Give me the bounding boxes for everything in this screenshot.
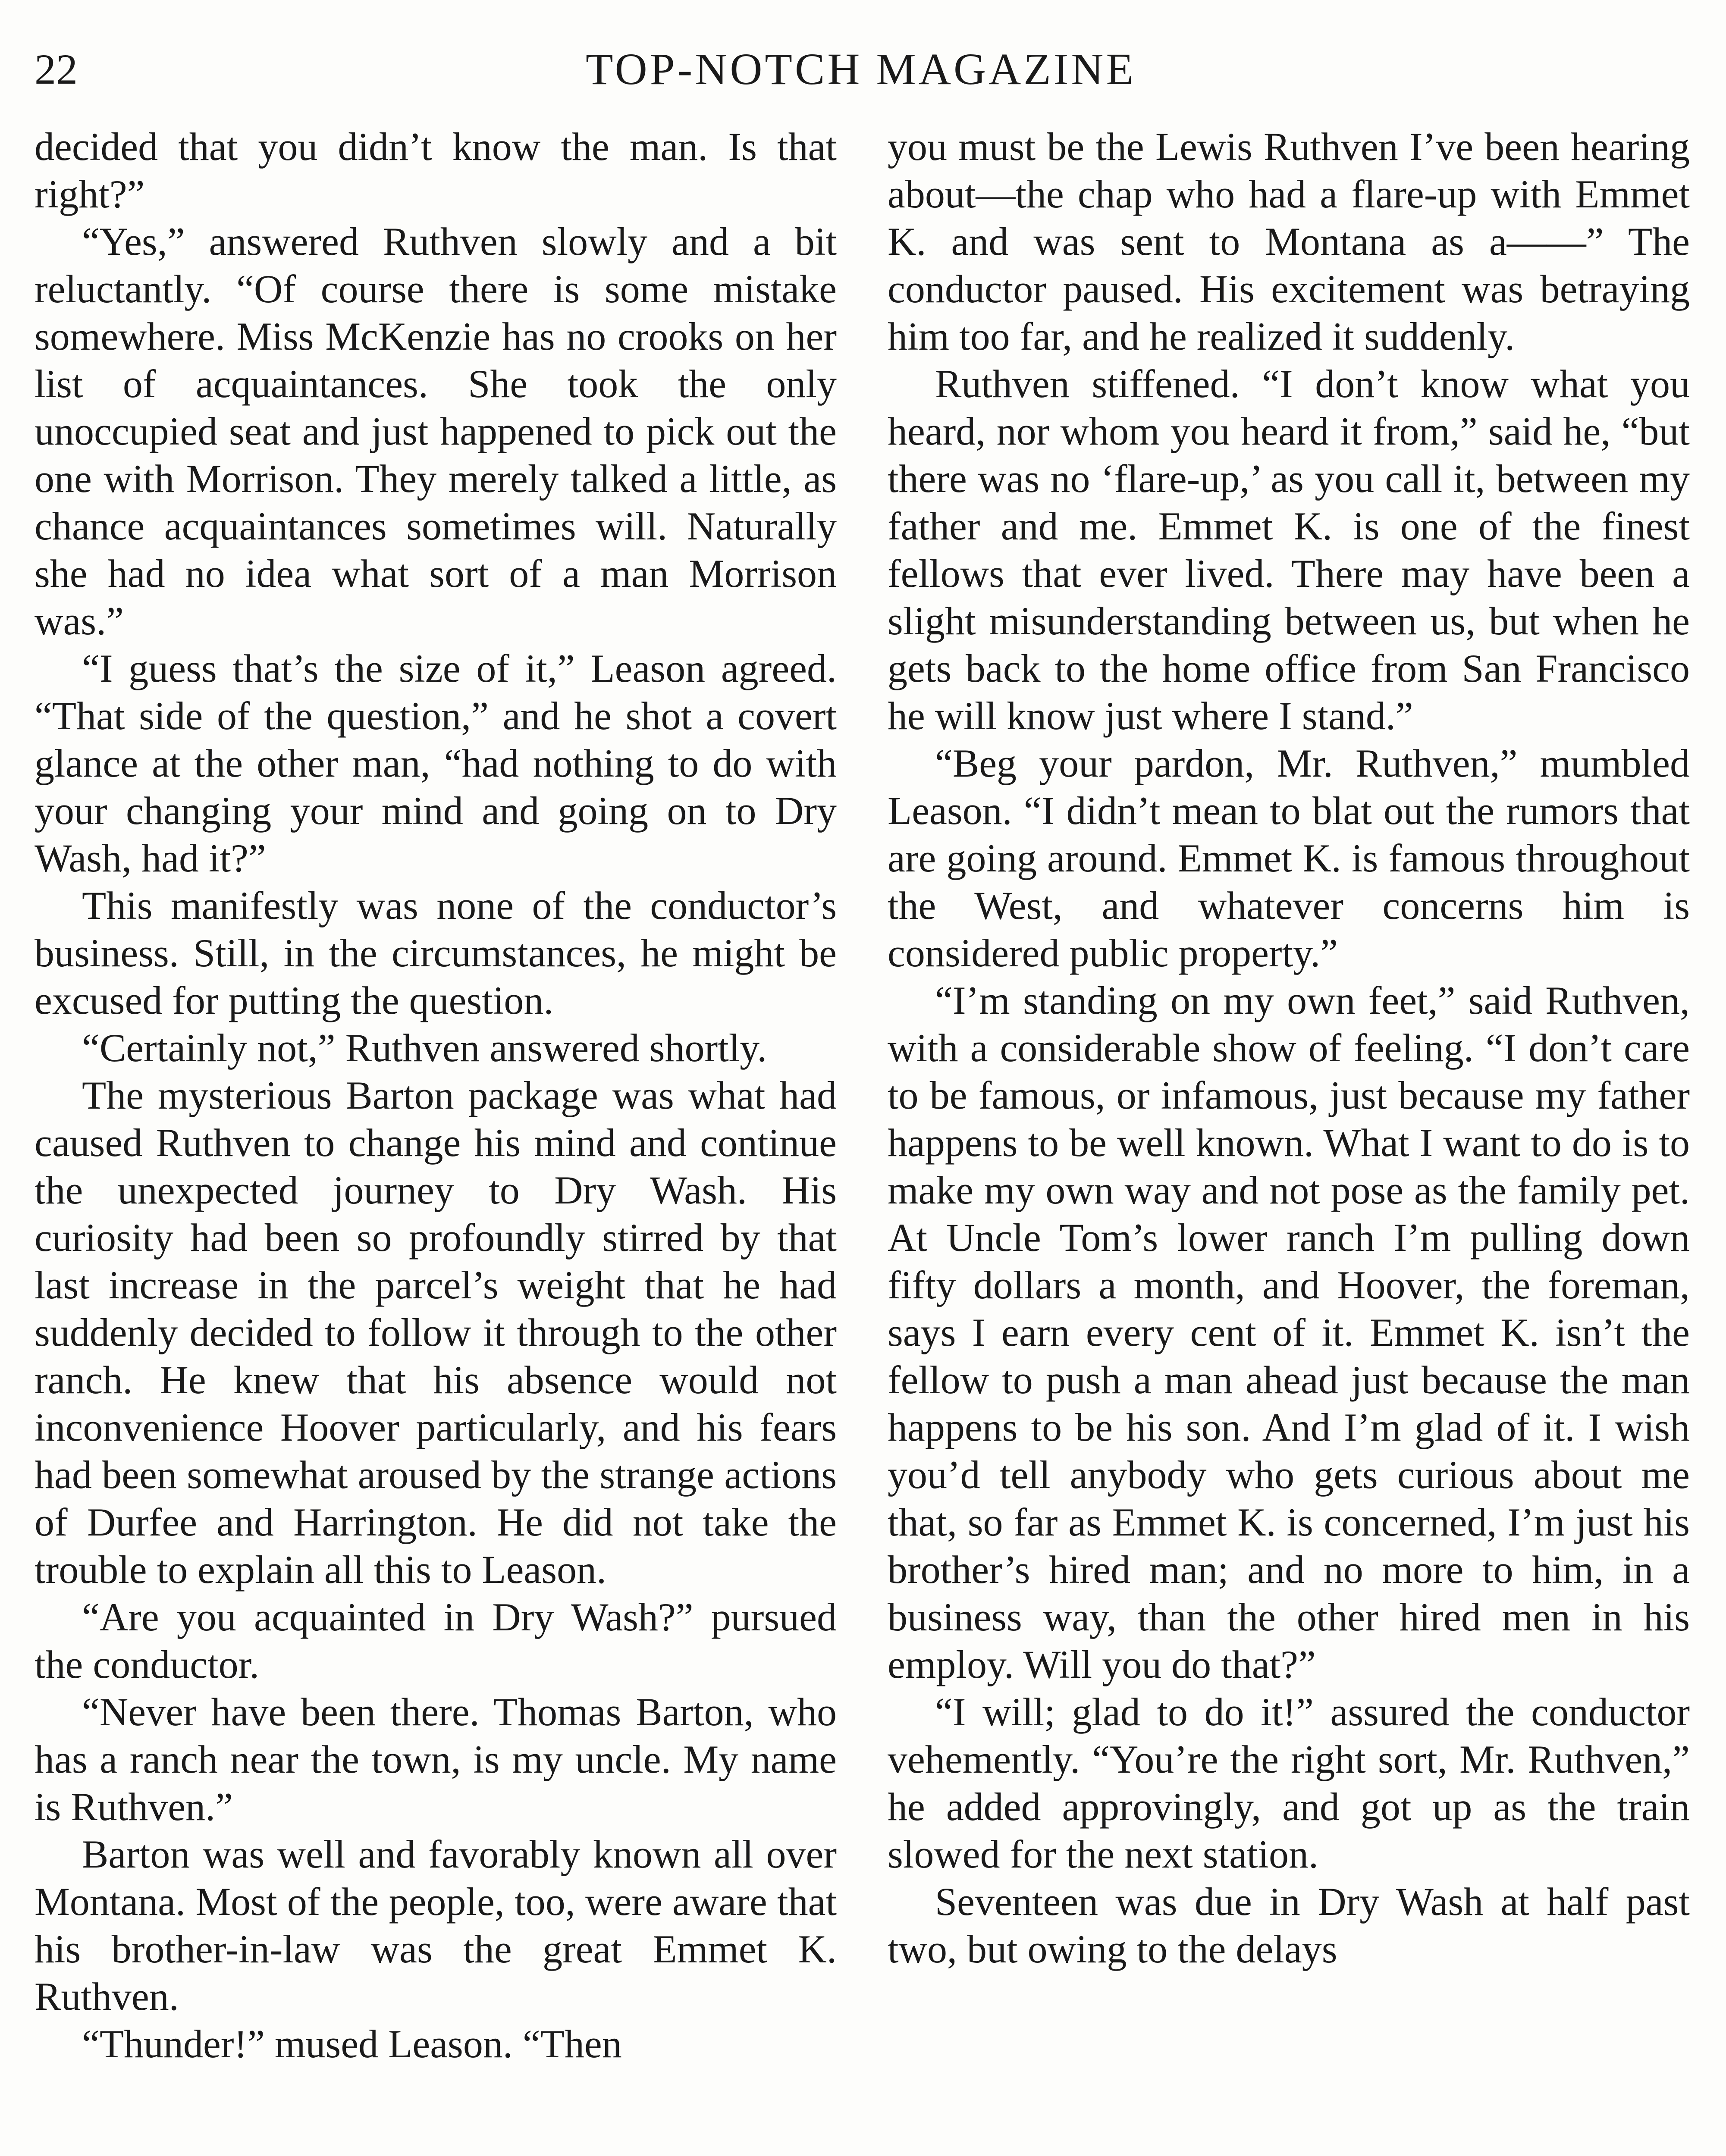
paragraph: you must be the Lewis Ruthven I’ve been hearing about—the chap who had a flare-up with Emmet K. and was sent to Montana as a——” The conductor paused. His excitement was betraying him too far, and he realized it suddenly. [888, 125, 1690, 358]
paragraph: “Never have been there. Thomas Barton, who has a ranch near the town, is my uncle. My name is Ruthven.” [35, 1690, 837, 1829]
paragraph: This manifestly was none of the conductor’s business. Still, in the circumstances, he might be excused for putting the question. [35, 884, 837, 1022]
paragraph: The mysterious Barton package was what had caused Ruthven to change his mind and continue the unexpected journey to Dry Wash. His curiosity had been so profoundly stirred by that last increase in the parcel’s weight that he had suddenly decided to follow it through to the other ranch. He knew that his absence would not inconvenience Hoover particularly, and his fears had been somewhat aroused by the strange actions of Durfee and Harrington. He did not take the trouble to explain all this to Leason. [35, 1073, 837, 1592]
paragraph: decided that you didn’t know the man. Is that right?” [35, 125, 837, 216]
paragraph: “I will; glad to do it!” assured the conductor vehemently. “You’re the right sort, Mr. Ruthven,” he added approvingly, and got up as the train slowed for the next station. [888, 1690, 1690, 1876]
paragraph: “I’m standing on my own feet,” said Ruthven, with a considerable show of feeling. “I don’t care to be famous, or infamous, just because my father happens to be well known. What I want to do is to make my own way and not pose as the family pet. At Uncle Tom’s lower ranch I’m pulling down fifty dollars a month, and Hoover, the foreman, says I earn every cent of it. Emmet K. isn’t the fellow to push a man ahead just because the man happens to be his son. And I’m glad of it. I wish you’d tell anybody who gets curious about me that, so far as Emmet K. is concerned, I’m just his brother’s hired man; and no more to him, in a business way, than the other hired men in his employ. Will you do that?” [888, 978, 1690, 1686]
paragraph: “Beg your pardon, Mr. Ruthven,” mumbled Leason. “I didn’t mean to blat out the rumors that are going around. Emmet K. is famous throughout the West, and whatever concerns him is considered public property.” [888, 741, 1690, 975]
text-columns [35, 123, 1691, 2156]
paragraph: “Are you acquainted in Dry Wash?” pursued the conductor. [35, 1595, 837, 1686]
paragraph: “Thunder!” mused Leason. “Then [82, 2022, 622, 2066]
paragraph: “I guess that’s the size of it,” Leason agreed. “That side of the question,” and he shot a covert glance at the other man, “had nothing to do with your changing your mind and going on to Dry Wash, had it?” [35, 646, 837, 880]
running-head: TOP-NOTCH MAGAZINE [585, 44, 1136, 94]
paragraph: Barton was well and favorably known all over Montana. Most of the people, too, were aware that his brother-in-law was the great Emmet K. Ruthven. [35, 1832, 837, 2018]
page-number: 22 [35, 45, 78, 93]
paragraph: Seventeen was due in Dry Wash at half past two, but owing to the delays [888, 1880, 1690, 1971]
paragraph: Ruthven stiffened. “I don’t know what you heard, nor whom you heard it from,” said he, “but there was no ‘flare-up,’ as you call it, between my father and me. Emmet K. is one of the finest fellows that ever lived. There may have been a slight misunderstanding between us, but when he gets back to the home office from San Francisco he will know just where I stand.” [888, 362, 1690, 738]
paragraph: “Certainly not,” Ruthven answered shortly. [82, 1026, 767, 1070]
right-column [888, 123, 1690, 2156]
paragraph: “Yes,” answered Ruthven slowly and a bit reluctantly. “Of course there is some mistake somewhere. Miss McKenzie has no crooks on her list of acquaintances. She took the only unoccupied seat and just happened to pick out the one with Morrison. They merely talked a little, as chance acquaintances sometimes will. Naturally she had no idea what sort of a man Morrison was.” [35, 219, 837, 643]
left-column [35, 123, 837, 2156]
page-header [35, 41, 1687, 97]
